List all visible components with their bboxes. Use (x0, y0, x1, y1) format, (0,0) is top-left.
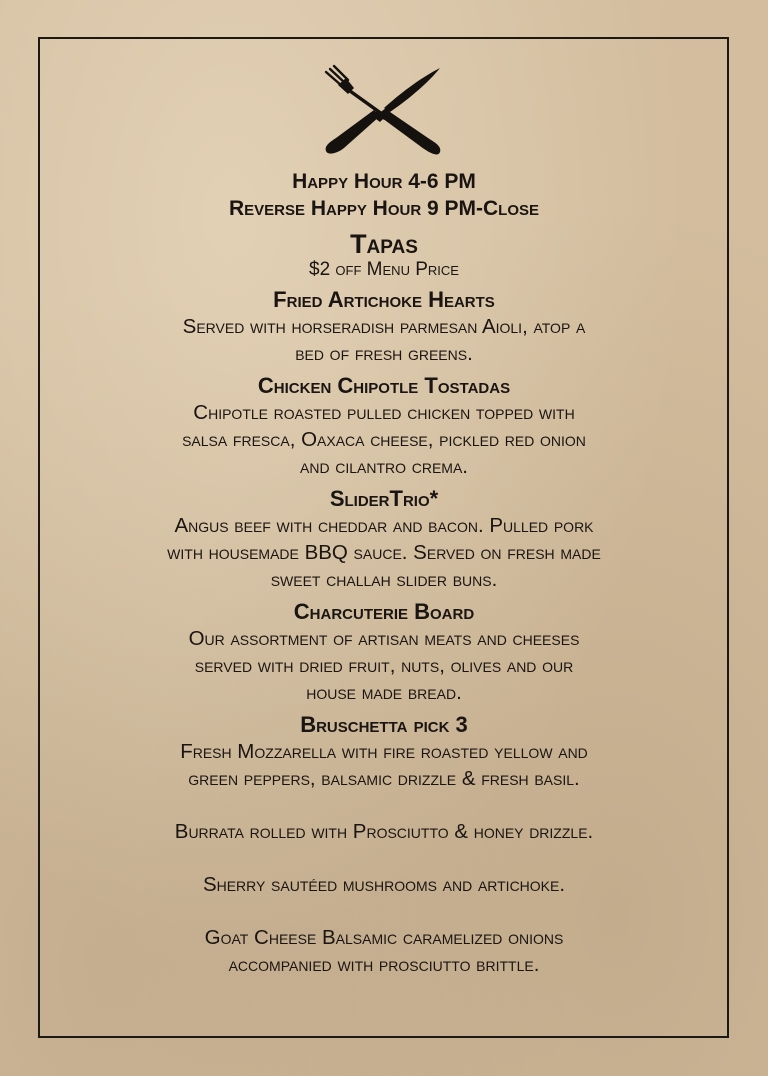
menu-item (40, 372, 728, 480)
crossed-fork-and-knife-icon (320, 64, 448, 164)
menu-item (40, 286, 728, 367)
item-description-line: Chipotle roasted pulled chicken topped with (193, 401, 575, 424)
item-description-line: sweet challah slider buns. (270, 568, 498, 591)
section-title: Tapas (350, 229, 418, 259)
item-description-line: Angus beef with cheddar and bacon. Pulled pork (174, 514, 594, 537)
menu-item (40, 485, 728, 593)
bruschetta-option-line: Fresh Mozzarella with fire roasted yellow and (180, 740, 588, 763)
happy-hour-time: Happy Hour 4-6 PM (292, 170, 476, 193)
item-description-line: house made bread. (306, 681, 462, 704)
reverse-happy-hour-time: Reverse Happy Hour 9 PM-Close (228, 197, 540, 220)
item-description-line: and cilantro crema. (300, 455, 468, 478)
menu-item (40, 711, 728, 978)
bruschetta-option-line: Burrata rolled with Prosciutto & honey drizzle. (174, 820, 594, 843)
item-description-line: Our assortment of artisan meats and cheeses (188, 627, 580, 650)
item-name: Fried Artichoke Hearts (273, 287, 495, 312)
bruschetta-option-line: Sherry sautéed mushrooms and artichoke. (202, 873, 566, 896)
item-description-line: Served with horseradish parmesan Aioli, atop a (182, 315, 586, 338)
item-name: Chicken Chipotle Tostadas (257, 373, 511, 398)
bruschetta-option-line: accompanied with prosciutto brittle. (228, 953, 540, 976)
menu-content (40, 168, 728, 978)
item-description-line: bed of fresh greens. (295, 342, 473, 365)
section-subtitle: $2 off Menu Price (309, 259, 459, 280)
menu-item (40, 598, 728, 706)
item-description-line: served with dried fruit, nuts, olives and our (194, 654, 574, 677)
item-description-line: salsa fresca, Oaxaca cheese, pickled red onion (182, 428, 586, 451)
bruschetta-option-line: Goat Cheese Balsamic caramelized onions (204, 926, 564, 949)
item-name: Charcuterie Board (293, 599, 475, 624)
item-description-line: with housemade BBQ sauce. Served on fresh made (167, 541, 601, 564)
bruschetta-option-line: green peppers, balsamic drizzle & fresh basil. (188, 767, 580, 790)
item-name: SliderTrio* (329, 486, 439, 511)
item-name: Bruschetta pick 3 (300, 712, 468, 737)
